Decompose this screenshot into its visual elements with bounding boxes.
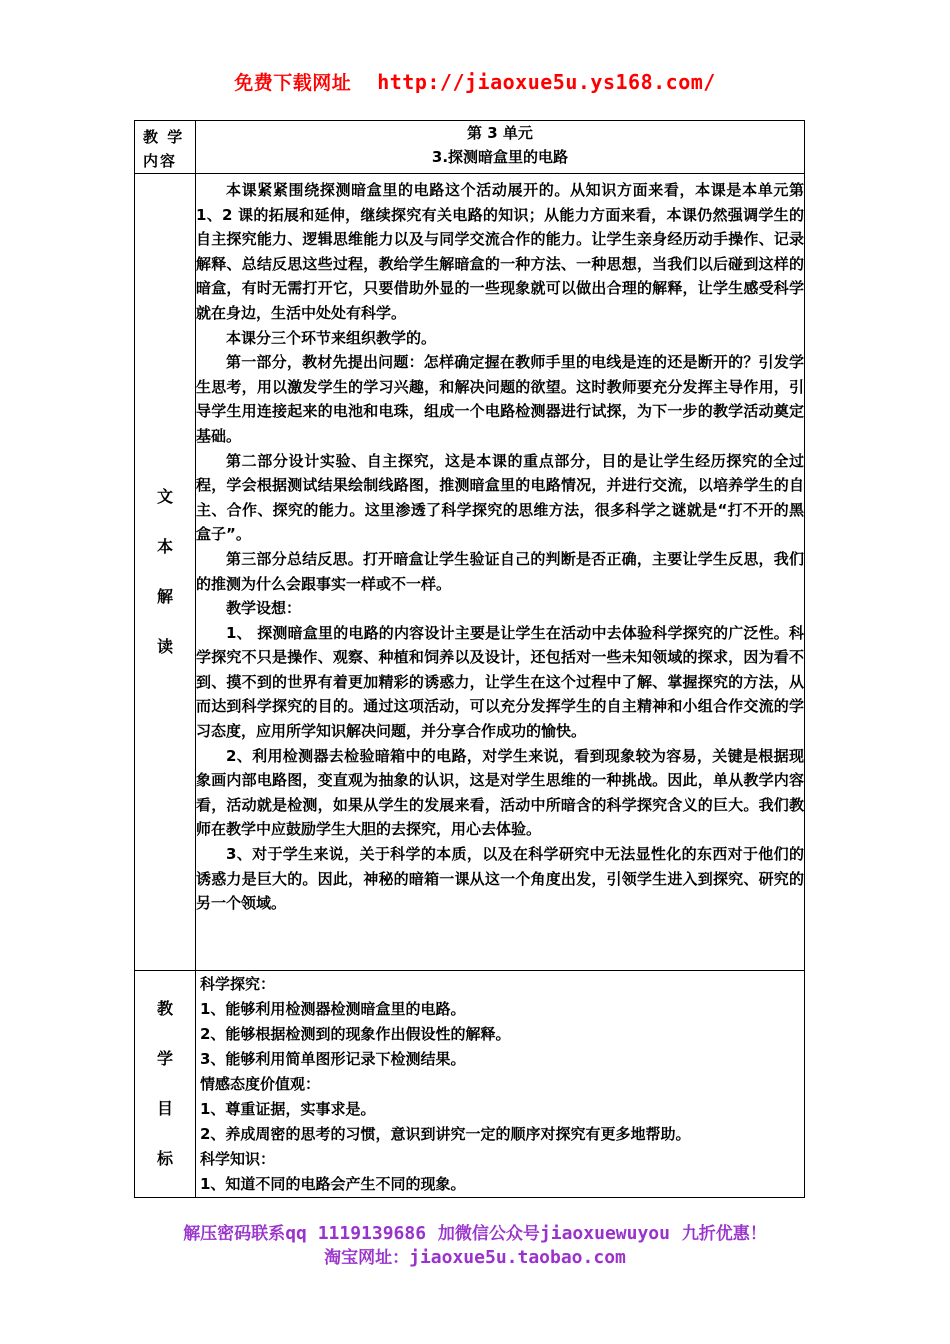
row-teaching-objectives <box>135 971 805 1198</box>
interpretation-paragraph: 教学设想： <box>226 599 302 618</box>
label-char: 目 <box>156 1099 173 1118</box>
footer-wechat: jiaoxuewuyou <box>539 1223 670 1244</box>
interpretation-paragraph: 第三部分总结反思。打开暗盒让学生验证自己的判断是否正确，主要让学生反思，我们的推测为什么会跟事实一样或不一样。 <box>196 549 804 593</box>
label-char: 读 <box>156 637 173 656</box>
header-url-link[interactable]: http://jiaoxue5u.ys168.com/ <box>377 70 716 94</box>
label-teaching-objectives <box>135 971 196 1198</box>
label-char: 学 <box>156 1049 173 1068</box>
interpretation-paragraphs <box>196 178 804 916</box>
row-text-interpretation <box>135 174 805 971</box>
vertical-label <box>135 984 195 1184</box>
label-char: 标 <box>156 1149 173 1168</box>
objective-line: 2、能够根据检测到的现象作出假设性的解释。 <box>200 1025 511 1043</box>
footer-text-a: 解压密码联系 <box>183 1224 286 1244</box>
footer-contact-line <box>0 1219 950 1244</box>
objective-line: 1、尊重证据，实事求是。 <box>200 1100 376 1118</box>
label-char: 教 <box>156 999 173 1018</box>
lesson-title: 3.探测暗盒里的电路 <box>431 148 569 166</box>
interpretation-paragraph: 本课分三个环节来组织教学的。 <box>226 328 437 347</box>
interpretation-paragraph: 本课紧紧围绕探测暗盒里的电路这个活动展开的。从知识方面来看，本课是本单元第 1、2 课的拓展和延伸，继续探究有关电路的知识；从能力方面来看，本课仍然强调学生的自主探究能力、逻辑思维能力以及与同学交流合作的能力。让学生亲身经历动手操作、记录解释、总结反思这些过程，教给学生解暗盒的一种方法、一种思想，当我们以后碰到这样的暗盒，有时无需打开它，只要借助外显的一些现象就可以做出合理的解释，让学生感受科学就在身边，生活中处处有科学。 <box>196 181 804 322</box>
interpretation-paragraph: 1、 探测暗盒里的电路的内容设计主要是让学生在活动中去体验科学探究的广泛性。科学探究不只是操作、观察、种植和饲养以及设计，还包括对一些未知领域的探求，因为看不到、摸不到的世界有着更加精彩的诱惑力，让学生在这个过程中了解、掌握探究的方法，从而达到科学探究的目的。通过这项活动，可以充分发挥学生的自主精神和小组合作交流的学习态度，应用所学知识解决问题，并分享合作成功的愉快。 <box>196 623 804 741</box>
vertical-label <box>135 472 195 672</box>
objective-line: 3、能够利用简单图形记录下检测结果。 <box>200 1050 466 1068</box>
lesson-title-cell <box>196 121 805 174</box>
label-char: 解 <box>156 587 173 606</box>
objective-line: 2、养成周密的思考的习惯，意识到讲究一定的顺序对探究有更多地帮助。 <box>200 1125 691 1143</box>
objective-line: 1、知道不同的电路会产生不同的现象。 <box>200 1175 466 1193</box>
footer-text-c: 九折优惠！ <box>681 1224 767 1244</box>
label-line2: 内容 <box>143 152 178 170</box>
interpretation-paragraph: 第二部分设计实验、自主探究，这是本课的重点部分，目的是让学生经历探究的全过程，学会根据测试结果绘制线路图，推测暗盒里的电路情况，并进行交流，以培养学生的自主、合作、探究的能力。这里渗透了科学探究的思维方法，很多科学之谜就是“打不开的黑盒子”。 <box>196 451 804 544</box>
footer-qq: qq 1119139686 <box>285 1223 427 1244</box>
objective-line: 1、能够利用检测器检测暗盒里的电路。 <box>200 1000 466 1018</box>
footer-taobao-line <box>0 1243 950 1268</box>
header-label: 免费下载网址 <box>234 72 352 94</box>
footer-taobao-url[interactable]: jiaoxue5u.taobao.com <box>409 1247 626 1268</box>
row-teaching-content <box>135 121 805 174</box>
objective-line: 情感态度价值观： <box>200 1075 321 1093</box>
download-header <box>0 68 950 95</box>
footer-text-b: 加微信公众号 <box>437 1224 540 1244</box>
unit-title: 第 3 单元 <box>467 124 533 142</box>
interpretation-paragraph: 2、利用检测器去检验暗箱中的电路，对学生来说，看到现象较为容易，关键是根据现象画内部电路图，变直观为抽象的认识，这是对学生思维的一种挑战。因此，单从教学内容看，活动就是检测，如果从学生的发展来看，活动中所暗含的科学探究含义的巨大。我们教师在教学中应鼓励学生大胆的去探究，用心去体验。 <box>196 746 804 839</box>
label-line1: 教 学 <box>143 128 185 146</box>
objective-line: 科学探究： <box>200 975 276 993</box>
label-char: 文 <box>156 487 173 506</box>
interpretation-paragraph: 第一部分，教材先提出问题：怎样确定握在教师手里的电线是连的还是断开的？引发学生思考，用以激发学生的学习兴趣，和解决问题的欲望。这时教师要充分发挥主导作用，引导学生用连接起来的电池和电珠，组成一个电路检测器进行试探，为下一步的教学活动奠定基础。 <box>196 353 804 445</box>
lesson-table <box>134 120 805 1198</box>
objectives-body <box>196 971 805 1198</box>
objective-line: 科学知识： <box>200 1150 276 1168</box>
text-interpretation-body <box>196 174 805 971</box>
label-text-interpretation <box>135 174 196 971</box>
interpretation-paragraph: 3、对于学生来说，关于科学的本质，以及在科学研究中无法显性化的东西对于他们的诱惑力是巨大的。因此，神秘的暗箱一课从这一个角度出发，引领学生进入到探究、研究的另一个领域。 <box>196 845 804 913</box>
footer-taobao-label: 淘宝网址： <box>324 1248 410 1268</box>
objectives-list <box>196 972 804 1197</box>
label-teaching-content <box>135 121 196 174</box>
label-char: 本 <box>156 537 173 556</box>
